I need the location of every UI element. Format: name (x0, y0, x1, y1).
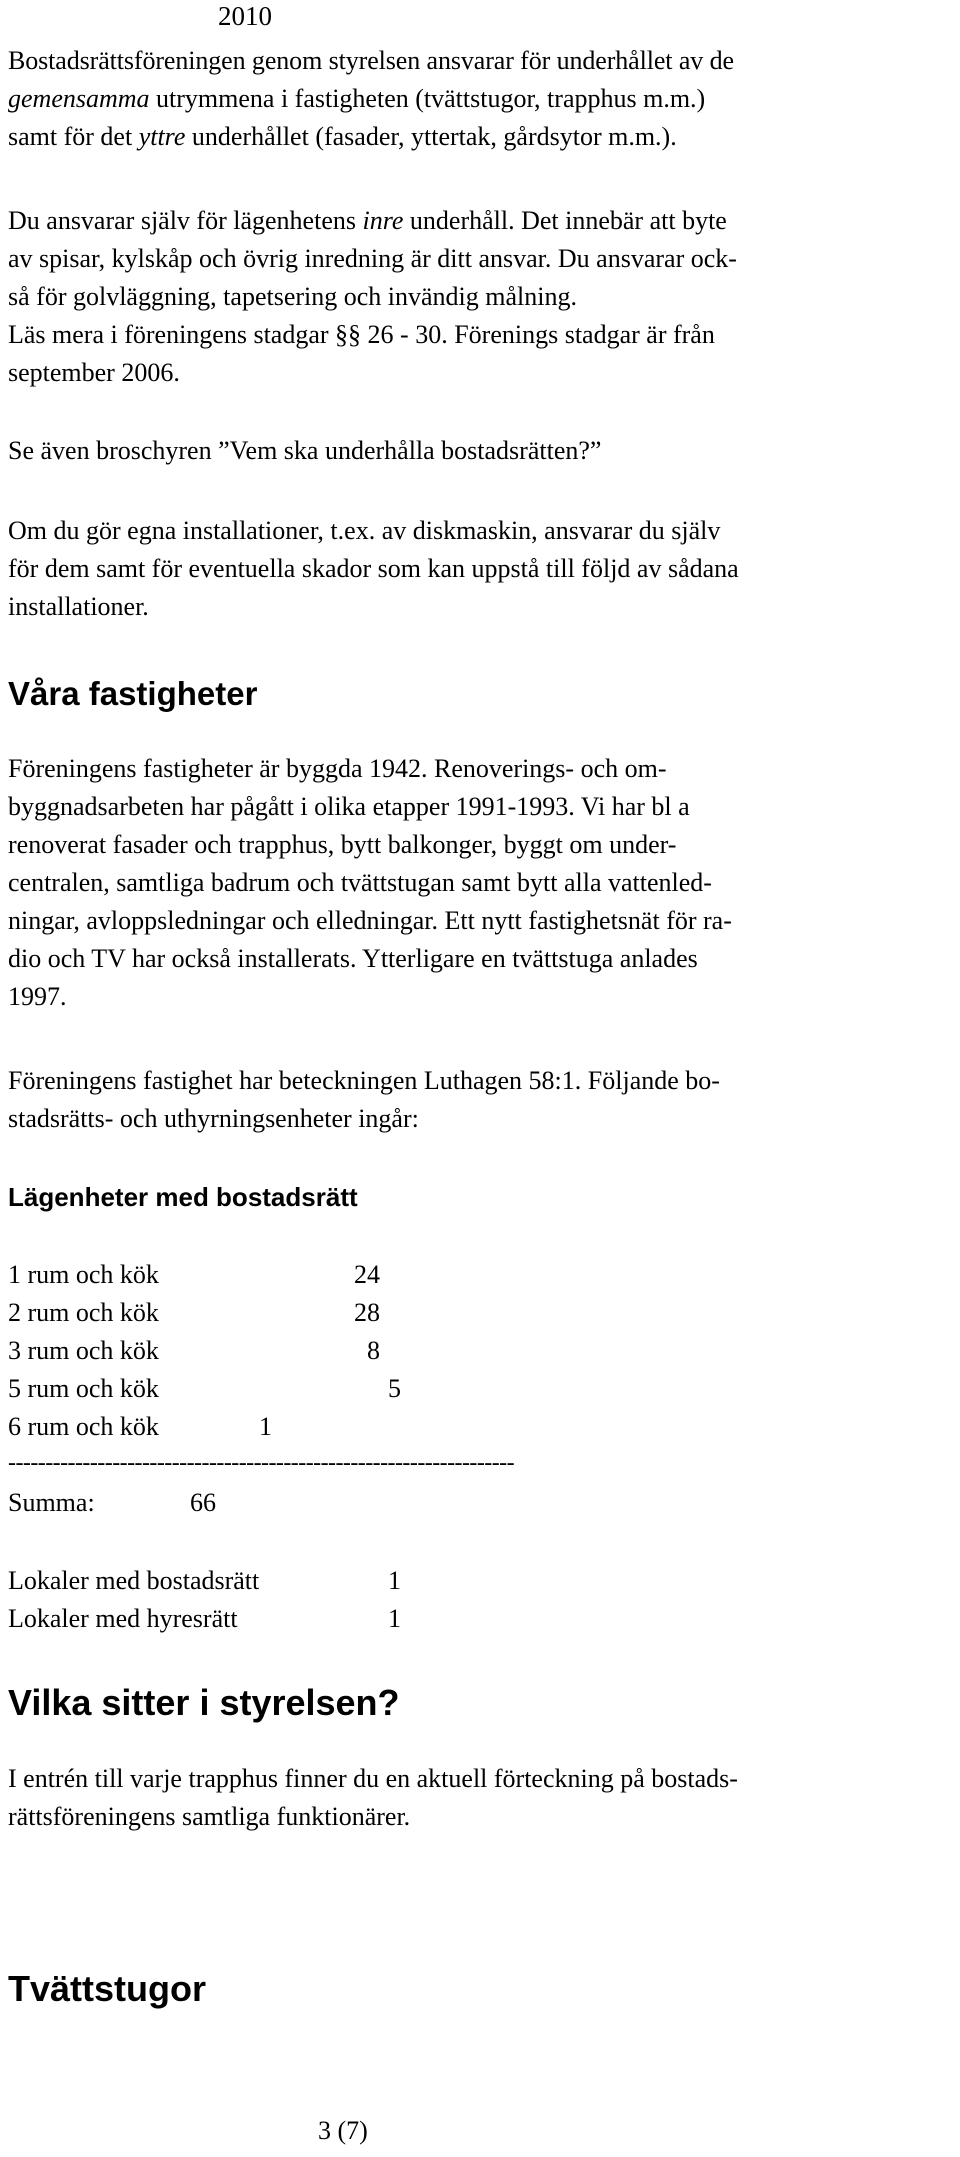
sum-value: 66 (190, 1488, 216, 1517)
intro-emphasis-gemensamma: gemensamma (8, 84, 150, 113)
properties-paragraph-1 (8, 750, 953, 1016)
properties-paragraph-2 (8, 1062, 953, 1138)
properties-p1-line: ningar, avloppsledningar och elledningar. Ett nytt fastighetsnät för ra- (8, 906, 732, 935)
properties-p1-line: byggnadsarbeten har pågått i olika etapper 1991-1993. Vi har bl a (8, 792, 690, 821)
inner-line-1 (8, 202, 953, 240)
properties-p2-line: stadsrätts- och uthyrningsenheter ingår: (8, 1104, 419, 1133)
brochure-reference: Se även broschyren ”Vem ska underhålla bostadsrätten?” (8, 436, 602, 465)
table-divider: -------------------------------------------------------------------- (8, 1450, 515, 1476)
intro-emphasis-yttre: yttre (138, 122, 186, 151)
board-line-1: I entrén till varje trapphus finner du en aktuell förteckning på bostads- (8, 1764, 738, 1793)
apartment-row (8, 1294, 953, 1332)
properties-p1-line: Föreningens fastigheter är byggda 1942. Renoverings- och om- (8, 754, 667, 783)
premises-type: Lokaler med bostadsrätt (8, 1566, 260, 1595)
intro-line-3-a: samt för det (8, 122, 139, 151)
properties-p1-line: 1997. (8, 982, 67, 1011)
apartment-count: 1 (259, 1412, 272, 1441)
apartment-row (8, 1370, 953, 1408)
apartments-heading: Lägenheter med bostadsrätt (8, 1182, 358, 1212)
inner-line-3: så för golvläggning, tapetsering och invändig målning. (8, 282, 577, 311)
premises-count: 1 (388, 1566, 401, 1595)
inner-line-5: september 2006. (8, 358, 180, 387)
board-paragraph (8, 1760, 953, 1836)
inner-line-1-b: underhåll. Det innebär att byte (403, 206, 727, 235)
properties-p1-line: dio och TV har också installerats. Ytterligare en tvättstuga anlades (8, 944, 698, 973)
premises-count: 1 (388, 1604, 401, 1633)
properties-heading: Våra fastigheter (8, 675, 258, 712)
apartment-count: 5 (388, 1374, 401, 1403)
board-line-2: rättsföreningens samtliga funktionärer. (8, 1802, 411, 1831)
inner-maintenance-paragraph (8, 202, 953, 392)
installations-line-2: för dem samt för eventuella skador som kan uppstå till följd av sådana (8, 554, 739, 583)
inner-line-1-a: Du ansvarar själv för lägenhetens (8, 206, 363, 235)
apartment-type: 2 rum och kök (8, 1298, 159, 1327)
board-heading: Vilka sitter i styrelsen? (8, 1682, 400, 1723)
sum-label: Summa: (8, 1488, 95, 1517)
premises-row (8, 1562, 608, 1600)
intro-line-1: Bostadsrättsföreningen genom styrelsen ansvarar för underhållet av de (8, 46, 734, 75)
intro-line-3-b: underhållet (fasader, yttertak, gårdsytor m.m.). (185, 122, 677, 151)
apartment-row (8, 1332, 953, 1370)
apartment-row (8, 1256, 953, 1294)
page-number: 3 (7) (318, 2116, 368, 2145)
installations-line-3: installationer. (8, 592, 149, 621)
laundry-heading: Tvättstugor (8, 1968, 206, 2009)
apartment-count: 28 (354, 1298, 380, 1327)
apartment-type: 3 rum och kök (8, 1336, 159, 1365)
apartment-type: 6 rum och kök (8, 1412, 159, 1441)
properties-p2-line: Föreningens fastighet har beteckningen Luthagen 58:1. Följande bo- (8, 1066, 720, 1095)
apartments-table (8, 1256, 953, 1446)
intro-line-3 (8, 118, 953, 156)
premises-table (8, 1562, 608, 1638)
apartment-row (8, 1408, 953, 1446)
inner-emphasis: inre (362, 206, 404, 235)
sum-row (8, 1484, 408, 1522)
properties-p1-line: renoverat fasader och trapphus, bytt balkonger, byggt om under- (8, 830, 677, 859)
installations-paragraph (8, 512, 953, 626)
intro-line-2 (8, 80, 953, 118)
intro-line-2-rest: utrymmena i fastigheten (tvättstugor, trapphus m.m.) (149, 84, 706, 113)
properties-p1-line: centralen, samtliga badrum och tvättstugan samt bytt alla vattenled- (8, 868, 712, 897)
apartment-count: 8 (367, 1336, 380, 1365)
apartment-count: 24 (354, 1260, 380, 1289)
inner-line-4: Läs mera i föreningens stadgar §§ 26 - 30. Förenings stadgar är från (8, 320, 715, 349)
apartment-type: 1 rum och kök (8, 1260, 159, 1289)
premises-row (8, 1600, 608, 1638)
header-year: 2010 (218, 1, 272, 31)
inner-line-2: av spisar, kylskåp och övrig inredning är ditt ansvar. Du ansvarar ock- (8, 244, 737, 273)
intro-paragraph (8, 42, 953, 156)
installations-line-1: Om du gör egna installationer, t.ex. av diskmaskin, ansvarar du själv (8, 516, 721, 545)
apartment-type: 5 rum och kök (8, 1374, 159, 1403)
premises-type: Lokaler med hyresrätt (8, 1604, 238, 1633)
